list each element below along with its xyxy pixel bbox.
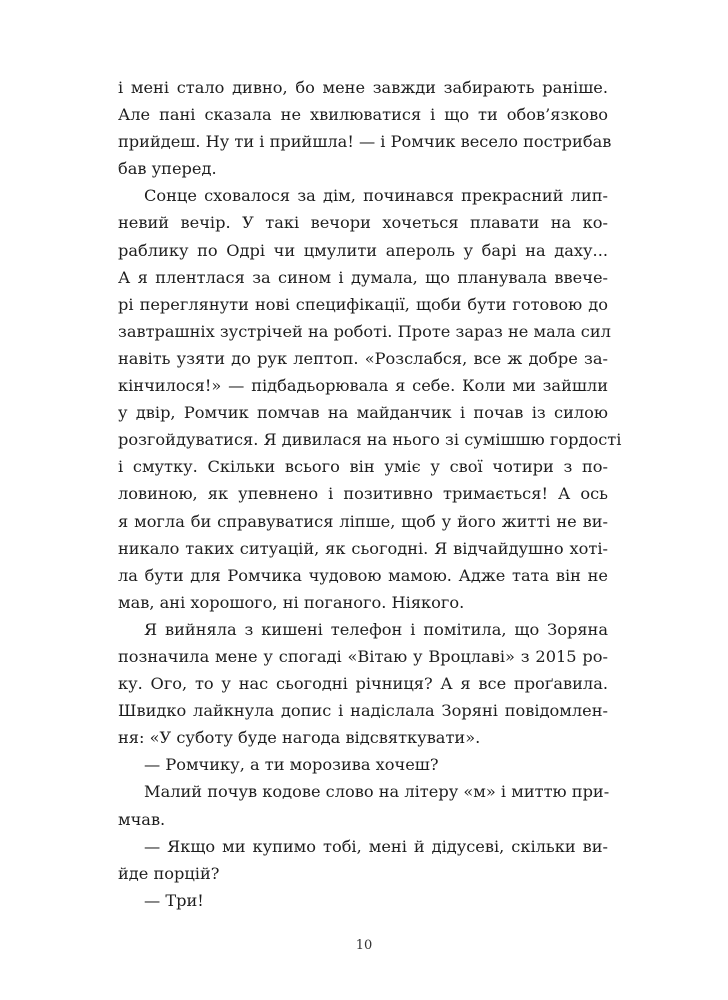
text-line: розгойдуватися. Я дивилася на нього зі сумішшю гордості: [118, 430, 622, 450]
text-line: бав уперед.: [118, 159, 217, 179]
text-line: завтрашніх зустрічей на роботі. Проте зараз не мала сил: [118, 321, 611, 341]
text-line: — Три!: [144, 890, 204, 910]
text-line: прийдеш. Ну ти і прийшла! — і Ромчик весело пострибав: [118, 132, 612, 152]
text-line: ловиною, як упевнено і позитивно тримається! А ось: [118, 484, 608, 504]
text-line: никало таких ситуацій, як сьогодні. Я відчайдушно хоті-: [118, 538, 608, 558]
page-number: 10: [355, 938, 373, 953]
text-line: мав, ані хорошого, ні поганого. Ніякого.: [118, 592, 465, 612]
text-line: мчав.: [118, 809, 166, 829]
text-line: Швидко лайкнула допис і надіслала Зоряні повідомлен-: [118, 701, 608, 721]
text-line: ня: «У суботу буде нагода відсвяткувати».: [118, 728, 481, 748]
text-line: навіть узяти до рук лептоп. «Розслабся, все ж добре за-: [118, 348, 608, 368]
text-line: позначила мене у спогаді «Вітаю у Вроцлаві» з 2015 ро-: [118, 646, 608, 666]
text-line: і смутку. Скільки всього він уміє у свої чотири з по-: [118, 457, 608, 477]
text-line: у двір, Ромчик помчав на майданчик і почав із силою: [118, 403, 608, 423]
text-line: Сонце сховалося за дім, починався прекрасний лип-: [144, 186, 608, 206]
text-line: я могла би справуватися ліпше, щоб у його житті не ви-: [118, 511, 608, 531]
text-line: Але пані сказала не хвилюватися і що ти обов’язково: [118, 105, 608, 125]
text-line: рі переглянути нові специфікації, щоби бути готовою до: [118, 294, 608, 314]
text-line: ку. Ого, то у нас сьогодні річниця? А я все проґавила.: [118, 674, 608, 694]
text-line: кінчилося!» — підбадьорювала я себе. Коли ми зайшли: [118, 376, 608, 396]
text-line: Я вийняла з кишені телефон і помітила, що Зоряна: [144, 619, 608, 639]
text-line: раблику по Одрі чи цмулити апероль у барі на даху...: [118, 240, 608, 260]
text-line: — Ромчику, а ти морозива хочеш?: [144, 755, 439, 775]
text-line: А я плентлася за сином і думала, що планувала ввече-: [118, 267, 608, 287]
text-line: невий вечір. У такі вечори хочеться плавати на ко-: [118, 213, 608, 233]
body-text: [118, 74, 622, 914]
text-line: — Якщо ми купимо тобі, мені й дідусеві, скільки ви-: [144, 836, 608, 856]
text-line: ла бути для Ромчика чудовою мамою. Адже тата він не: [118, 565, 608, 585]
text-line: Малий почув кодове слово на літеру «м» і миттю при-: [144, 782, 610, 802]
text-line: йде порцій?: [118, 863, 220, 883]
text-line: і мені стало дивно, бо мене завжди забирають раніше.: [118, 78, 608, 97]
